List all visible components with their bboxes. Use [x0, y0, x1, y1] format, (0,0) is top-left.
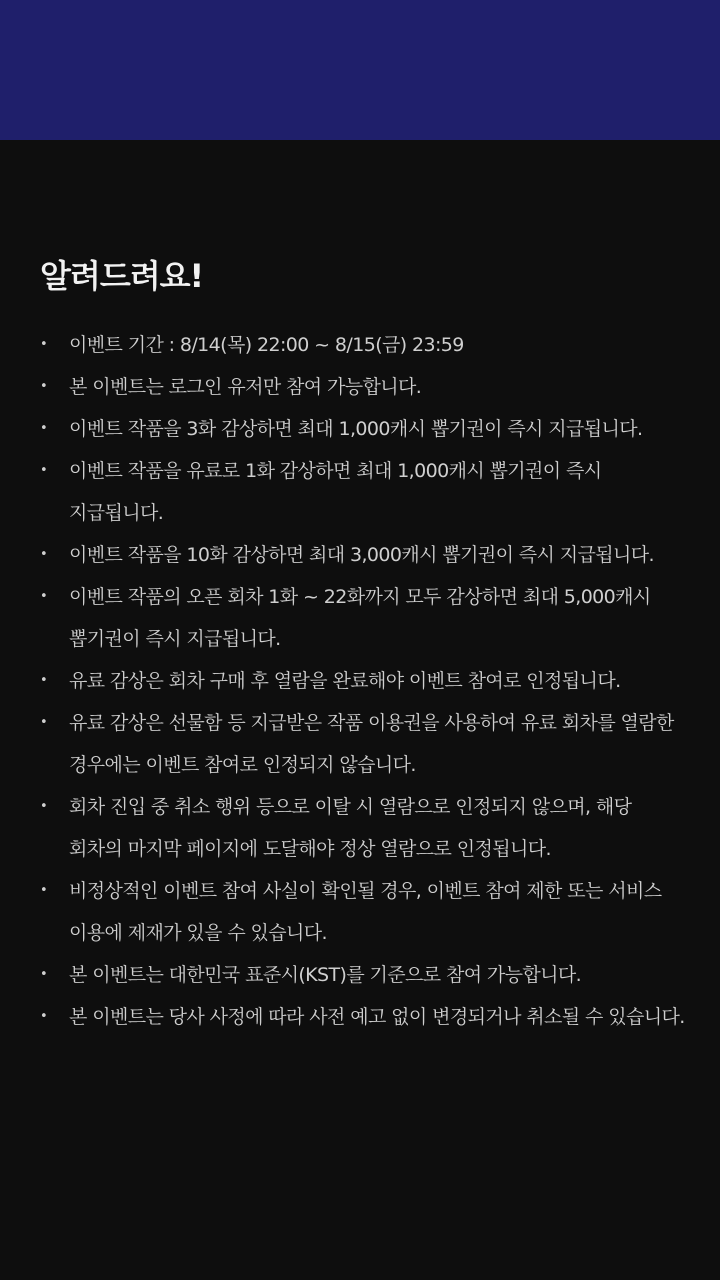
notice-text: 회차 진입 중 취소 행위 등으로 이탈 시 열람으로 인정되지 않으며, 해당 회차의 마지막 페이지에 도달해야 정상 열람으로 인정됩니다.: [69, 796, 632, 860]
notice-item-exit-rule: [40, 786, 690, 870]
notice-text: 본 이벤트는 로그인 유저만 참여 가능합니다.: [69, 376, 422, 398]
bullet-icon: •: [40, 673, 48, 688]
notice-text: 이벤트 작품을 유료로 1화 감상하면 최대 1,000캐시 뽑기권이 즉시 지급됩니다.: [69, 460, 602, 524]
notice-text: 이벤트 작품을 3화 감상하면 최대 1,000캐시 뽑기권이 즉시 지급됩니다.: [69, 418, 643, 440]
bullet-icon: •: [40, 589, 48, 604]
notice-list: [40, 324, 690, 1038]
bullet-icon: •: [40, 421, 48, 436]
notice-item-abuse-rule: [40, 870, 690, 954]
bullet-icon: •: [40, 337, 48, 352]
bullet-icon: •: [40, 967, 48, 982]
notice-text: 이벤트 작품을 10화 감상하면 최대 3,000캐시 뽑기권이 즉시 지급됩니다.: [69, 544, 654, 566]
notice-item-paid-rule: [40, 660, 690, 702]
bullet-icon: •: [40, 715, 48, 730]
notice-item-period: [40, 324, 690, 366]
bullet-icon: •: [40, 883, 48, 898]
notice-item-login-required: [40, 366, 690, 408]
notice-item-reward-all: [40, 576, 690, 660]
notice-text: 이벤트 작품의 오픈 회차 1화 ~ 22화까지 모두 감상하면 최대 5,000캐시 뽑기권이 즉시 지급됩니다.: [69, 586, 651, 650]
notice-text: 본 이벤트는 당사 사정에 따라 사전 예고 없이 변경되거나 취소될 수 있습니다.: [69, 1006, 685, 1028]
bullet-icon: •: [40, 547, 48, 562]
notice-item-reward-paid: [40, 450, 690, 534]
bullet-icon: •: [40, 379, 48, 394]
notice-item-change: [40, 996, 690, 1038]
notice-text: 유료 감상은 선물함 등 지급받은 작품 이용권을 사용하여 유료 회차를 열람한 경우에는 이벤트 참여로 인정되지 않습니다.: [69, 712, 674, 776]
notice-item-voucher-rule: [40, 702, 690, 786]
notice-text: 본 이벤트는 대한민국 표준시(KST)를 기준으로 참여 가능합니다.: [69, 964, 582, 986]
bullet-icon: •: [40, 463, 48, 478]
notice-item-kst: [40, 954, 690, 996]
notice-text: 비정상적인 이벤트 참여 사실이 확인될 경우, 이벤트 참여 제한 또는 서비스 이용에 제재가 있을 수 있습니다.: [69, 880, 662, 944]
notice-item-reward-3: [40, 408, 690, 450]
bullet-icon: •: [40, 799, 48, 814]
notice-title: 알려드려요!: [40, 257, 204, 295]
notice-item-reward-10: [40, 534, 690, 576]
bullet-icon: •: [40, 1009, 48, 1024]
top-banner: [0, 0, 720, 140]
notice-text: 이벤트 기간 : 8/14(목) 22:00 ~ 8/15(금) 23:59: [69, 334, 464, 356]
notice-text: 유료 감상은 회차 구매 후 열람을 완료해야 이벤트 참여로 인정됩니다.: [69, 670, 621, 692]
event-notice-section: [40, 250, 690, 1038]
